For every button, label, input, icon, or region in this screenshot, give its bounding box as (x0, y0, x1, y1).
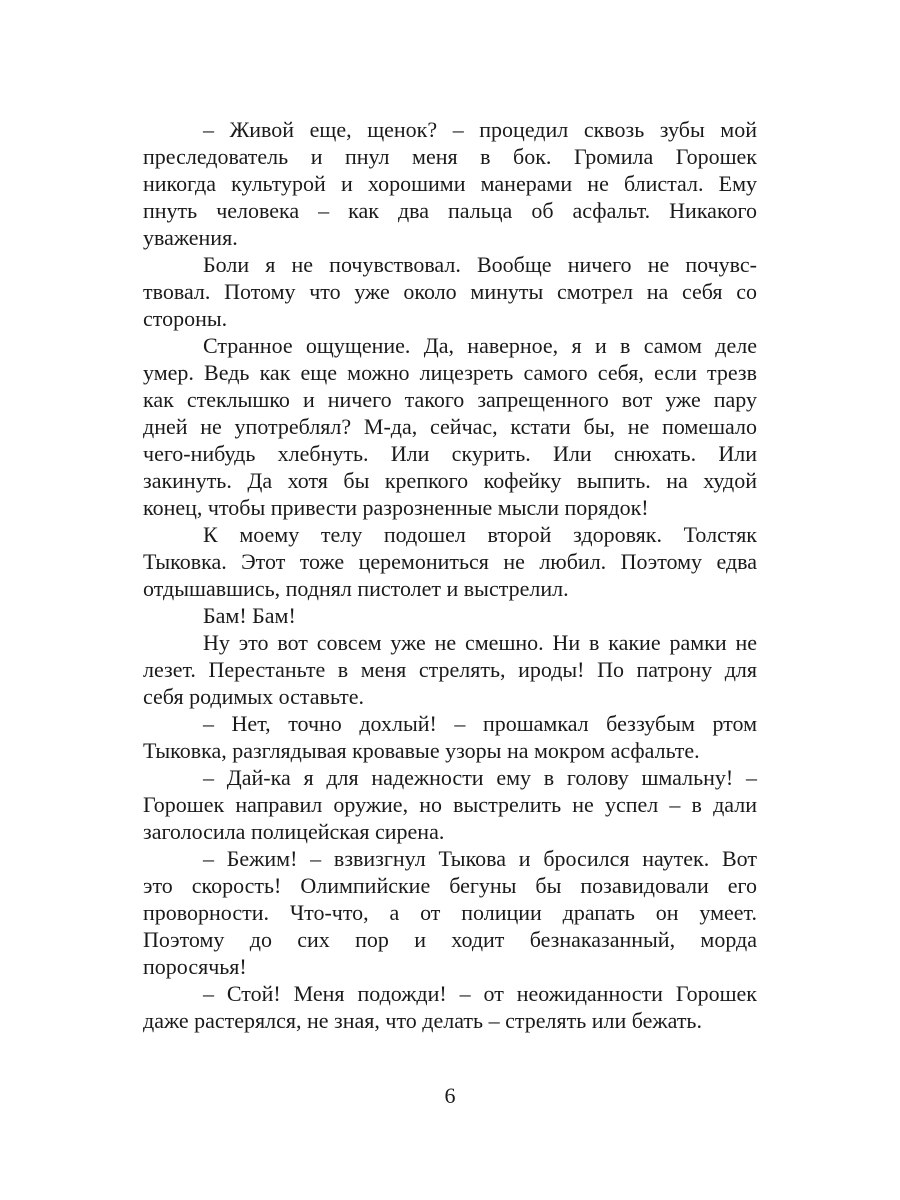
text-line: Ну это вот совсем уже не смешно. Ни в какие рамки не (203, 630, 757, 655)
text-line: пнуть человека – как два пальца об асфальт. Никакого (143, 198, 757, 223)
text-line: поросячья! (143, 954, 247, 979)
text-line: отдышавшись, поднял пистолет и выстрелил. (143, 576, 569, 601)
text-line: чего-нибудь хлебнуть. Или скурить. Или снюхать. Или (143, 441, 757, 466)
text-line: Странное ощущение. Да, наверное, я и в самом деле (203, 333, 757, 358)
paragraph (143, 332, 757, 521)
text-line: это скорость! Олимпийские бегуны бы позавидовали его (143, 873, 757, 898)
text-line: Бам! Бам! (203, 603, 296, 628)
text-line: – Дай-ка я для надежности ему в голову шмальну! – (203, 765, 757, 790)
text-line: как стеклышко и ничего такого запрещенного вот уже пару (143, 387, 757, 412)
paragraph (143, 980, 757, 1034)
text-line: преследователь и пнул меня в бок. Громила Горошек (143, 144, 757, 169)
text-line: даже растерялся, не зная, что делать – стрелять или бежать. (143, 1008, 702, 1033)
text-line: заголосила полицейская сирена. (143, 819, 445, 844)
text-line: Боли я не почувствовал. Вообще ничего не почувс- (203, 252, 757, 277)
paragraph (143, 602, 757, 629)
text-line: Тыковка, разглядывая кровавые узоры на мокром асфальте. (143, 738, 700, 763)
body-text (143, 116, 757, 1034)
paragraph (143, 845, 757, 980)
text-line: – Стой! Меня подожди! – от неожиданности Горошек (203, 981, 757, 1006)
text-line: К моему телу подошел второй здоровяк. Толстяк (203, 522, 757, 547)
page-number: 6 (444, 1083, 456, 1108)
text-line: умер. Ведь как еще можно лицезреть самого себя, если трезв (143, 360, 757, 385)
paragraph (143, 521, 757, 602)
text-line: стороны. (143, 306, 228, 331)
text-line: Поэтому до сих пор и ходит безнаказанный, морда (143, 927, 757, 952)
text-line: дней не употреблял? М-да, сейчас, кстати бы, не помешало (143, 414, 757, 439)
text-line: твовал. Потому что уже около минуты смотрел на себя со (143, 279, 757, 304)
text-line: – Живой еще, щенок? – процедил сквозь зубы мой (203, 117, 757, 142)
text-line: проворности. Что-что, а от полиции драпать он умеет. (143, 900, 757, 925)
paragraph (143, 116, 757, 251)
paragraph (143, 629, 757, 710)
paragraph (143, 251, 757, 332)
text-line: уважения. (143, 225, 238, 250)
text-line: лезет. Перестаньте в меня стрелять, ироды! По патрону для (143, 657, 757, 682)
paragraph (143, 764, 757, 845)
text-line: себя родимых оставьте. (143, 684, 365, 709)
text-line: – Нет, точно дохлый! – прошамкал беззубым ртом (203, 711, 757, 736)
text-line: закинуть. Да хотя бы крепкого кофейку выпить. на худой (143, 468, 757, 493)
paragraph (143, 710, 757, 764)
text-line: конец, чтобы привести разрозненные мысли порядок! (143, 495, 649, 520)
text-line: Тыковка. Этот тоже церемониться не любил. Поэтому едва (143, 549, 757, 574)
text-line: Горошек направил оружие, но выстрелить не успел – в дали (143, 792, 757, 817)
text-line: никогда культурой и хорошими манерами не блистал. Ему (143, 171, 757, 196)
text-line: – Бежим! – взвизгнул Тыкова и бросился наутек. Вот (203, 846, 757, 871)
